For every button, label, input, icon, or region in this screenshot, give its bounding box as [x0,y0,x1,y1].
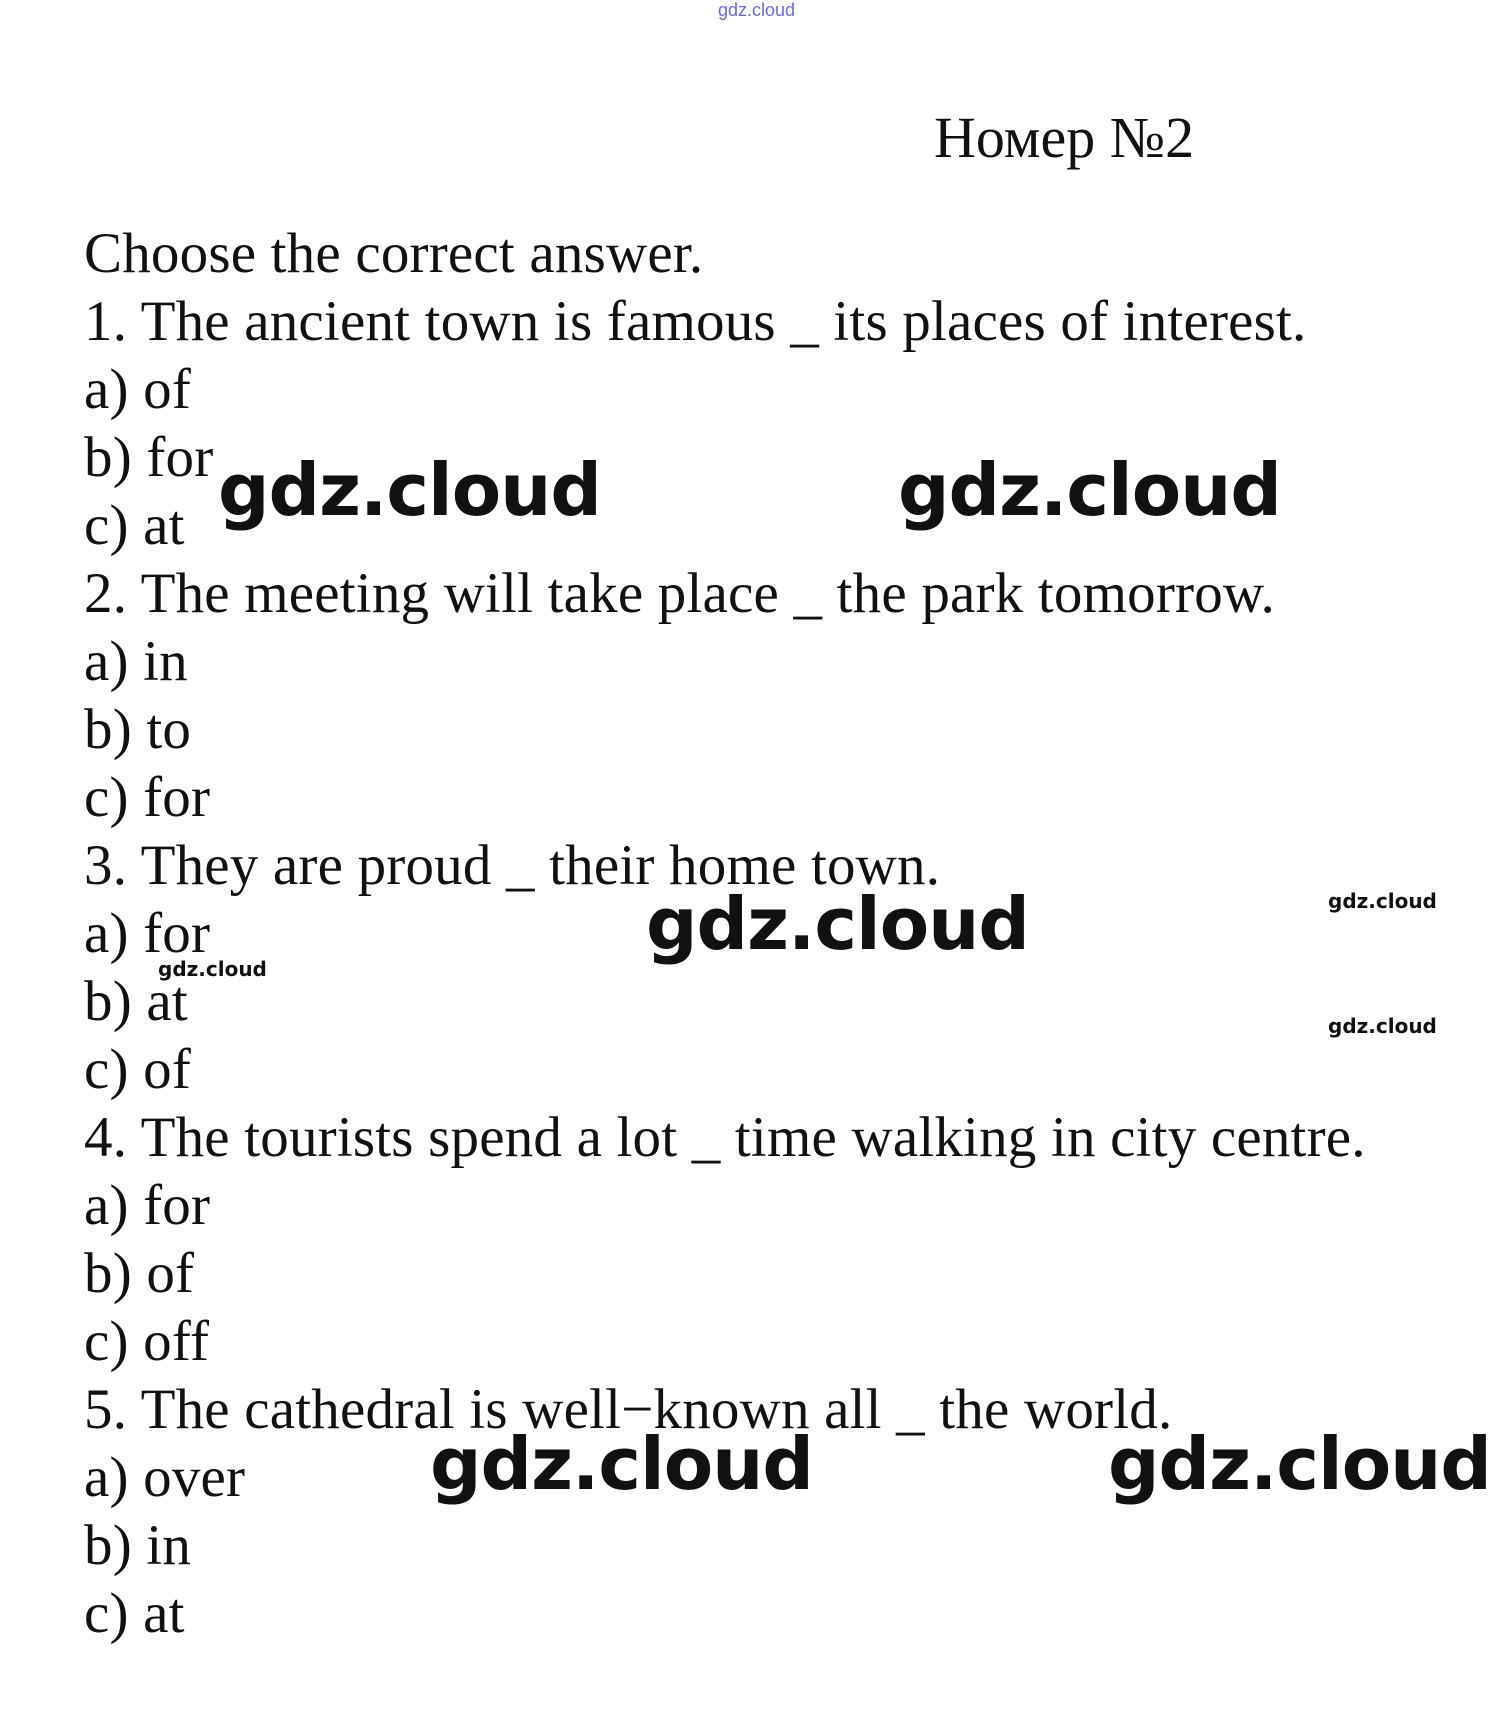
question-4-option-b: b) of [84,1242,195,1305]
question-4-option-c: c) off [84,1310,210,1373]
watermark: gdz.cloud [218,448,601,532]
question-5-option-a: a) over [84,1446,246,1509]
question-2-option-a: a) in [84,630,188,693]
question-2-option-c: c) for [84,766,211,829]
question-1: 1. The ancient town is famous _ its places of interest. [84,290,1307,353]
question-1-option-b: b) for [84,426,214,489]
question-3-option-a: a) for [84,902,211,965]
question-5: 5. The cathedral is well−known all _ the world. [84,1378,1173,1441]
watermark: gdz.cloud [430,1422,813,1506]
question-3-option-c: c) of [84,1038,192,1101]
question-1-option-c: c) at [84,494,185,557]
question-3-option-b: b) at [84,970,188,1033]
watermark: gdz.cloud [1328,889,1437,913]
header-watermark: gdz.cloud [718,0,796,20]
question-2-option-b: b) to [84,698,192,761]
question-2: 2. The meeting will take place _ the park tomorrow. [84,562,1276,625]
question-5-option-c: c) at [84,1582,185,1645]
question-5-option-b: b) in [84,1514,192,1577]
watermark: gdz.cloud [1328,1014,1437,1038]
watermark: gdz.cloud [1108,1422,1491,1506]
page-title: Номер №2 [934,105,1195,170]
question-4: 4. The tourists spend a lot _ time walking in city centre. [84,1106,1366,1169]
watermark: gdz.cloud [898,448,1281,532]
watermark: gdz.cloud [158,957,267,981]
question-3: 3. They are proud _ their home town. [84,834,941,897]
question-4-option-a: a) for [84,1174,211,1237]
instruction: Choose the correct answer. [84,222,704,285]
watermark: gdz.cloud [646,882,1029,966]
question-1-option-a: a) of [84,358,192,421]
